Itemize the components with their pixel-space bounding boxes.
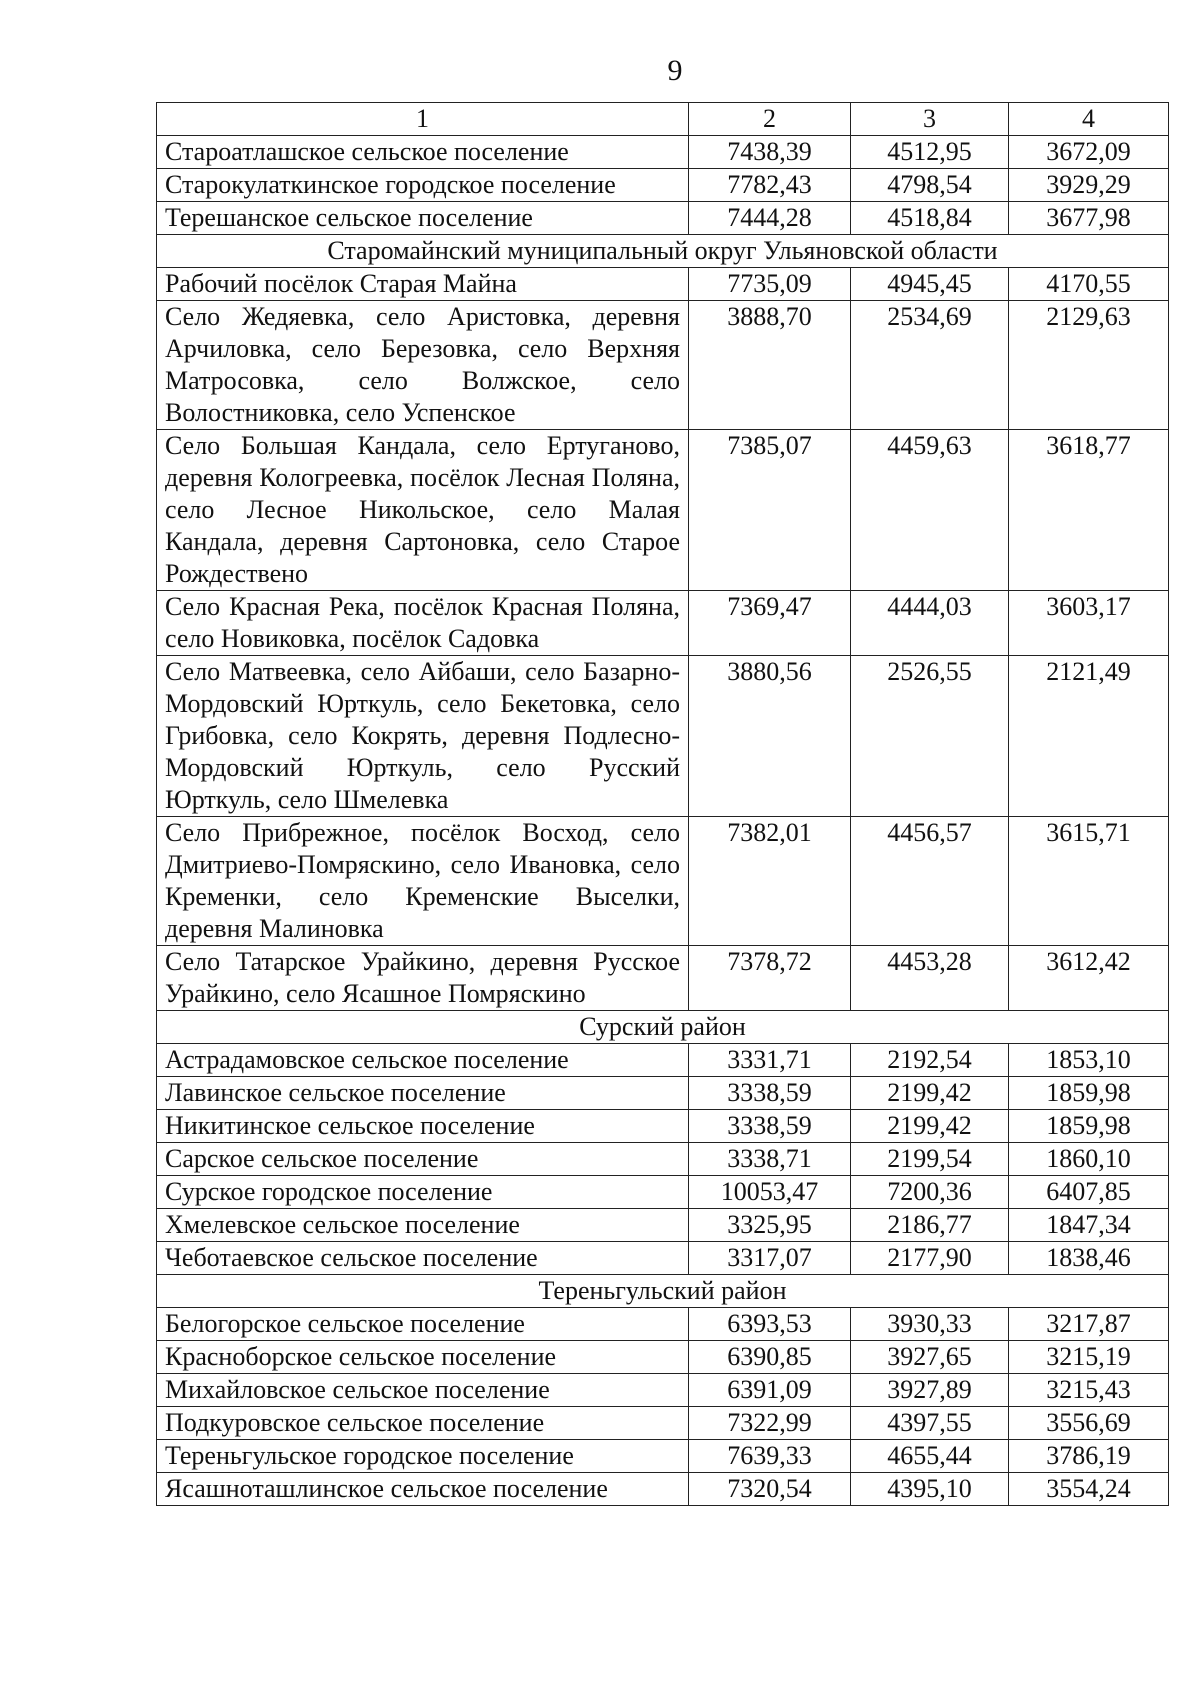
settlement-name-cell: Сарское сельское поселение [157, 1143, 689, 1176]
value-col2-cell: 3317,07 [689, 1242, 851, 1275]
column-header-3: 3 [851, 103, 1009, 136]
value-col4-cell: 3556,69 [1009, 1407, 1169, 1440]
settlement-name-cell: Село Жедяевка, село Аристовка, деревня Арчиловка, село Березовка, село Верхняя Матросовка, село Волжское, село Волостниковка, село Успенское [157, 301, 689, 430]
section-title: Сурский район [157, 1011, 1169, 1044]
settlement-name-cell: Астрадамовское сельское поселение [157, 1044, 689, 1077]
value-col2-cell: 7639,33 [689, 1440, 851, 1473]
value-col3-cell: 4459,63 [851, 430, 1009, 591]
value-col3-cell: 4945,45 [851, 268, 1009, 301]
value-col4-cell: 3554,24 [1009, 1473, 1169, 1506]
value-col4-cell: 3929,29 [1009, 169, 1169, 202]
settlement-name-cell: Терешанское сельское поселение [157, 202, 689, 235]
settlement-name-cell: Михайловское сельское поселение [157, 1374, 689, 1407]
table-row [157, 1308, 1169, 1341]
value-col2-cell: 3880,56 [689, 656, 851, 817]
value-col3-cell: 2199,54 [851, 1143, 1009, 1176]
settlement-name-cell: Ясашноташлинское сельское поселение [157, 1473, 689, 1506]
value-col3-cell: 3927,65 [851, 1341, 1009, 1374]
table-row [157, 656, 1169, 817]
column-header-1: 1 [157, 103, 689, 136]
settlement-name-cell: Село Прибрежное, посёлок Восход, село Дмитриево-Помряскино, село Ивановка, село Кременки, село Кременские Выселки, деревня Малиновка [157, 817, 689, 946]
value-col2-cell: 3325,95 [689, 1209, 851, 1242]
value-col3-cell: 4512,95 [851, 136, 1009, 169]
value-col4-cell: 3215,43 [1009, 1374, 1169, 1407]
value-col2-cell: 7735,09 [689, 268, 851, 301]
value-col2-cell: 7382,01 [689, 817, 851, 946]
value-col3-cell: 2534,69 [851, 301, 1009, 430]
value-col4-cell: 4170,55 [1009, 268, 1169, 301]
settlement-name-cell: Сурское городское поселение [157, 1176, 689, 1209]
table-body [157, 103, 1169, 1506]
table-row [157, 1044, 1169, 1077]
value-col2-cell: 6391,09 [689, 1374, 851, 1407]
value-col3-cell: 4395,10 [851, 1473, 1009, 1506]
value-col3-cell: 4655,44 [851, 1440, 1009, 1473]
value-col2-cell: 6390,85 [689, 1341, 851, 1374]
value-col2-cell: 3331,71 [689, 1044, 851, 1077]
table-row [157, 1473, 1169, 1506]
value-col3-cell: 3927,89 [851, 1374, 1009, 1407]
column-header-4: 4 [1009, 103, 1169, 136]
value-col2-cell: 7369,47 [689, 591, 851, 656]
value-col4-cell: 3215,19 [1009, 1341, 1169, 1374]
value-col2-cell: 7782,43 [689, 169, 851, 202]
value-col2-cell: 10053,47 [689, 1176, 851, 1209]
value-col4-cell: 1847,34 [1009, 1209, 1169, 1242]
settlement-name-cell: Тереньгульское городское поселение [157, 1440, 689, 1473]
section-title: Старомайнский муниципальный округ Ульяновской области [157, 235, 1169, 268]
section-header-row [157, 1011, 1169, 1044]
table-row [157, 430, 1169, 591]
value-col2-cell: 7322,99 [689, 1407, 851, 1440]
settlement-name-cell: Хмелевское сельское поселение [157, 1209, 689, 1242]
value-col4-cell: 3677,98 [1009, 202, 1169, 235]
value-col3-cell: 7200,36 [851, 1176, 1009, 1209]
table-row [157, 1143, 1169, 1176]
value-col3-cell: 4397,55 [851, 1407, 1009, 1440]
value-col3-cell: 2177,90 [851, 1242, 1009, 1275]
table-row [157, 946, 1169, 1011]
value-col4-cell: 3612,42 [1009, 946, 1169, 1011]
column-header-2: 2 [689, 103, 851, 136]
table-header-row [157, 103, 1169, 136]
value-col3-cell: 2526,55 [851, 656, 1009, 817]
table-row [157, 1176, 1169, 1209]
value-col2-cell: 3888,70 [689, 301, 851, 430]
value-col2-cell: 3338,71 [689, 1143, 851, 1176]
table-row [157, 817, 1169, 946]
table-row [157, 591, 1169, 656]
settlement-name-cell: Красноборское сельское поселение [157, 1341, 689, 1374]
value-col3-cell: 4798,54 [851, 169, 1009, 202]
settlement-name-cell: Село Красная Река, посёлок Красная Поляна, село Новиковка, посёлок Садовка [157, 591, 689, 656]
value-col4-cell: 1859,98 [1009, 1110, 1169, 1143]
table-row [157, 136, 1169, 169]
settlement-name-cell: Никитинское сельское поселение [157, 1110, 689, 1143]
value-col3-cell: 2199,42 [851, 1077, 1009, 1110]
value-col4-cell: 1853,10 [1009, 1044, 1169, 1077]
value-col4-cell: 1860,10 [1009, 1143, 1169, 1176]
settlement-name-cell: Село Большая Кандала, село Ертуганово, деревня Кологреевка, посёлок Лесная Поляна, село Лесное Никольское, село Малая Кандала, деревня Сартоновка, село Старое Рождествено [157, 430, 689, 591]
section-title: Тереньгульский район [157, 1275, 1169, 1308]
settlement-name-cell: Староатлашское сельское поселение [157, 136, 689, 169]
settlement-name-cell: Подкуровское сельское поселение [157, 1407, 689, 1440]
settlement-name-cell: Рабочий посёлок Старая Майна [157, 268, 689, 301]
value-col2-cell: 7438,39 [689, 136, 851, 169]
value-col3-cell: 4518,84 [851, 202, 1009, 235]
value-col2-cell: 6393,53 [689, 1308, 851, 1341]
settlement-name-cell: Село Матвеевка, село Айбаши, село Базарно-Мордовский Юрткуль, село Бекетовка, село Грибовка, село Кокрять, деревня Подлесно-Мордовский Юрткуль, село Русский Юрткуль, село Шмелевка [157, 656, 689, 817]
table-row [157, 268, 1169, 301]
value-col2-cell: 3338,59 [689, 1110, 851, 1143]
settlement-name-cell: Чеботаевское сельское поселение [157, 1242, 689, 1275]
value-col4-cell: 3618,77 [1009, 430, 1169, 591]
value-col4-cell: 3217,87 [1009, 1308, 1169, 1341]
value-col4-cell: 1859,98 [1009, 1077, 1169, 1110]
page-number: 9 [667, 54, 683, 87]
value-col4-cell: 2121,49 [1009, 656, 1169, 817]
settlement-name-cell: Белогорское сельское поселение [157, 1308, 689, 1341]
value-col3-cell: 4444,03 [851, 591, 1009, 656]
value-col4-cell: 3672,09 [1009, 136, 1169, 169]
value-col3-cell: 2192,54 [851, 1044, 1009, 1077]
settlement-name-cell: Старокулаткинское городское поселение [157, 169, 689, 202]
value-col4-cell: 1838,46 [1009, 1242, 1169, 1275]
table-row [157, 1209, 1169, 1242]
table-row [157, 1110, 1169, 1143]
value-col4-cell: 3603,17 [1009, 591, 1169, 656]
value-col2-cell: 3338,59 [689, 1077, 851, 1110]
table-row [157, 1407, 1169, 1440]
value-col2-cell: 7320,54 [689, 1473, 851, 1506]
value-col4-cell: 6407,85 [1009, 1176, 1169, 1209]
settlement-name-cell: Лавинское сельское поселение [157, 1077, 689, 1110]
table-row [157, 1341, 1169, 1374]
table-row [157, 202, 1169, 235]
table-row [157, 1440, 1169, 1473]
table-row [157, 1374, 1169, 1407]
settlement-name-cell: Село Татарское Урайкино, деревня Русское Урайкино, село Ясашное Помряскино [157, 946, 689, 1011]
value-col3-cell: 3930,33 [851, 1308, 1009, 1341]
value-col4-cell: 2129,63 [1009, 301, 1169, 430]
table-row [157, 1077, 1169, 1110]
value-col3-cell: 4456,57 [851, 817, 1009, 946]
value-col2-cell: 7444,28 [689, 202, 851, 235]
value-col2-cell: 7378,72 [689, 946, 851, 1011]
value-col4-cell: 3786,19 [1009, 1440, 1169, 1473]
table-row [157, 301, 1169, 430]
value-col3-cell: 2186,77 [851, 1209, 1009, 1242]
section-header-row [157, 1275, 1169, 1308]
value-col2-cell: 7385,07 [689, 430, 851, 591]
tariff-table [156, 102, 1169, 1506]
section-header-row [157, 235, 1169, 268]
value-col3-cell: 4453,28 [851, 946, 1009, 1011]
value-col3-cell: 2199,42 [851, 1110, 1009, 1143]
table-row [157, 169, 1169, 202]
value-col4-cell: 3615,71 [1009, 817, 1169, 946]
table-row [157, 1242, 1169, 1275]
